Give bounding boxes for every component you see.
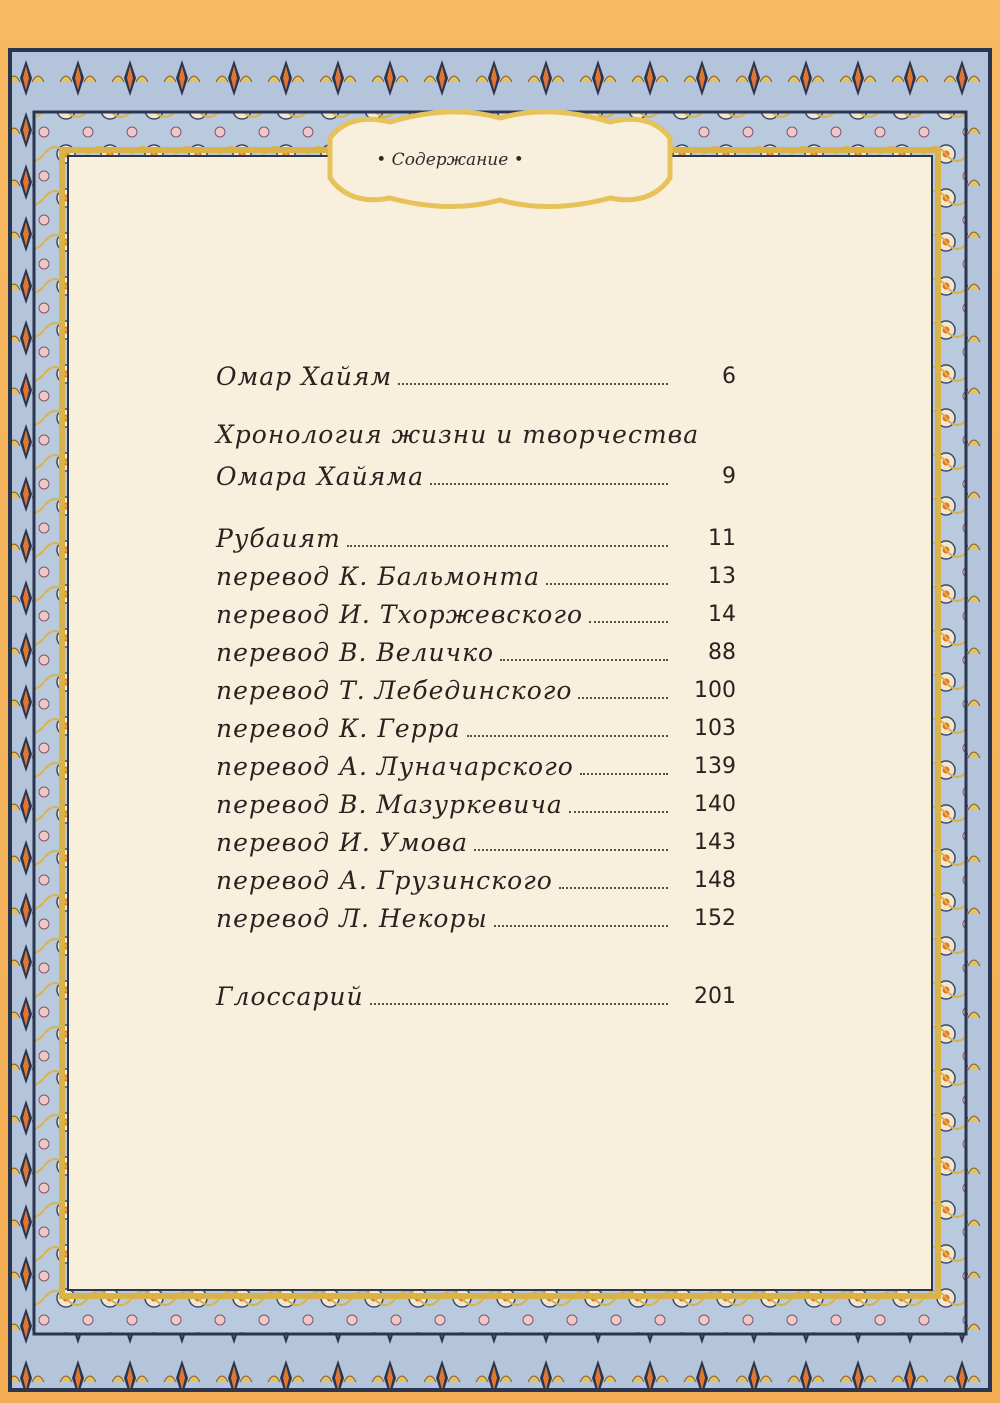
toc-entry[interactable] [216, 976, 736, 1012]
dot-leader [546, 583, 668, 585]
dot-leader [559, 887, 668, 889]
toc-entry-title: Рубаият [216, 524, 341, 553]
toc-entry-title: перевод И. Тхоржевского [216, 600, 584, 629]
toc-entry[interactable] [216, 898, 736, 934]
toc-entry[interactable] [216, 670, 736, 706]
toc-entry-title: Омара Хайяма [216, 462, 424, 491]
dot-leader [430, 483, 668, 485]
toc-entry-title: перевод К. Бальмонта [216, 562, 540, 591]
toc-entry-page: 88 [708, 640, 736, 665]
toc-entry[interactable] [216, 518, 736, 554]
dot-leader [578, 697, 668, 699]
toc-entry[interactable] [216, 456, 736, 492]
toc-entry-page: 143 [694, 830, 736, 855]
toc-entry-title: Омар Хайям [216, 362, 393, 391]
toc-entry-title: перевод И. Умова [216, 828, 469, 857]
toc-entry[interactable] [216, 784, 736, 820]
dot-leader [589, 621, 668, 623]
toc-entry[interactable] [216, 746, 736, 782]
toc-entry[interactable] [216, 556, 736, 592]
toc-entry[interactable] [216, 822, 736, 858]
toc-entry-page: 140 [694, 792, 736, 817]
toc-entry-title: перевод А. Грузинского [216, 866, 553, 895]
toc-entry-title: Глоссарий [216, 982, 364, 1011]
toc-entry-page: 11 [708, 526, 736, 551]
dot-leader [569, 811, 668, 813]
toc-entry-page: 100 [694, 678, 736, 703]
toc-entry-page: 201 [694, 984, 736, 1009]
toc-entry[interactable] [216, 594, 736, 630]
table-of-contents [216, 0, 736, 1403]
toc-entry-title: перевод К. Герра [216, 714, 461, 743]
toc-entry-page: 152 [694, 906, 736, 931]
toc-entry[interactable] [216, 632, 736, 668]
toc-entry-title: перевод Т. Лебединского [216, 676, 573, 705]
toc-entry[interactable] [216, 708, 736, 744]
dot-leader [398, 383, 668, 385]
dot-leader [500, 659, 668, 661]
toc-entry-page: 6 [722, 364, 736, 389]
toc-entry-page: 139 [694, 754, 736, 779]
toc-entry[interactable] [216, 356, 736, 392]
toc-entry-page: 13 [708, 564, 736, 589]
dot-leader [370, 1003, 668, 1005]
toc-entry-title: перевод Л. Некоры [216, 904, 488, 933]
toc-entry[interactable] [216, 860, 736, 896]
toc-entry-page: 148 [694, 868, 736, 893]
page-title: • Содержание • [376, 150, 524, 170]
toc-entry-title: перевод А. Луначарского [216, 752, 574, 781]
toc-entry-page: 9 [722, 464, 736, 489]
dot-leader [467, 735, 668, 737]
toc-entry-title-line1: Хронология жизни и творчества [216, 420, 700, 449]
toc-entry-title: перевод В. Мазуркевича [216, 790, 563, 819]
toc-entry-title: перевод В. Величко [216, 638, 495, 667]
toc-entry-page: 103 [694, 716, 736, 741]
dot-leader [580, 773, 668, 775]
dot-leader [494, 925, 668, 927]
dot-leader [347, 545, 668, 547]
toc-entry-page: 14 [708, 602, 736, 627]
dot-leader [474, 849, 668, 851]
